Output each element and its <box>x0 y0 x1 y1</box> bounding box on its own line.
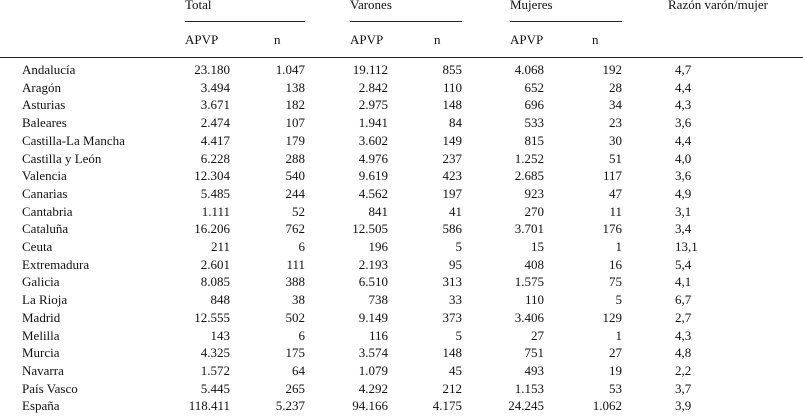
cell-total-n: 265 <box>285 380 305 396</box>
cell-ratio: 4,3 <box>675 327 692 343</box>
cell-varones-n: 373 <box>442 309 462 325</box>
cell-varones-n: 149 <box>442 132 462 148</box>
cell-varones-n: 110 <box>442 79 462 95</box>
cell-region: Castilla y León <box>22 150 102 166</box>
cell-total-n: 52 <box>292 203 305 219</box>
cell-total-apvp: 848 <box>210 292 230 308</box>
cell-mujeres-apvp: 533 <box>524 115 544 131</box>
cell-varones-n: 33 <box>449 292 462 308</box>
cell-total-n: 111 <box>286 256 305 272</box>
cell-ratio: 2,2 <box>675 362 692 378</box>
underline-total <box>185 21 305 22</box>
cell-region: Melilla <box>22 327 60 343</box>
cell-varones-n: 148 <box>442 97 462 113</box>
cell-total-n: 762 <box>285 221 305 237</box>
cell-region: Cantabria <box>22 203 73 219</box>
cell-mujeres-apvp: 923 <box>524 185 544 201</box>
cell-mujeres-n: 28 <box>609 79 622 95</box>
subheader-total-n: n <box>274 32 281 47</box>
cell-total-n: 38 <box>292 292 305 308</box>
cell-varones-n: 41 <box>449 203 462 219</box>
cell-total-apvp: 5.485 <box>200 185 230 201</box>
cell-total-apvp: 143 <box>210 327 230 343</box>
cell-total-apvp: 4.417 <box>200 132 230 148</box>
cell-mujeres-apvp: 2.685 <box>514 168 544 184</box>
cell-region: Aragón <box>22 79 61 95</box>
cell-ratio: 3,6 <box>675 168 692 184</box>
header-mujeres: Mujeres <box>510 0 553 12</box>
subheader-total-apvp: APVP <box>185 32 219 47</box>
cell-region: Ceuta <box>22 239 53 254</box>
cell-varones-apvp: 6.510 <box>358 274 388 290</box>
cell-mujeres-apvp: 1.575 <box>514 274 544 290</box>
cell-varones-n: 45 <box>449 362 462 378</box>
cell-total-apvp: 2.474 <box>200 115 230 131</box>
cell-mujeres-n: 1 <box>615 327 622 343</box>
cell-varones-apvp: 4.562 <box>358 185 388 201</box>
cell-total-apvp: 5.445 <box>200 380 230 396</box>
cell-mujeres-apvp: 15 <box>531 239 544 254</box>
cell-total-apvp: 23.180 <box>194 62 230 77</box>
cell-mujeres-n: 75 <box>609 274 622 290</box>
cell-varones-n: 313 <box>442 274 462 290</box>
cell-total-n: 182 <box>285 97 305 113</box>
cell-mujeres-n: 117 <box>602 168 622 184</box>
cell-mujeres-apvp: 652 <box>524 79 544 95</box>
cell-mujeres-n: 129 <box>602 309 622 325</box>
cell-region: Navarra <box>22 362 64 378</box>
cell-ratio: 3,6 <box>675 115 692 131</box>
cell-varones-n: 197 <box>442 185 462 201</box>
cell-region: Castilla-La Mancha <box>22 132 125 148</box>
cell-total-n: 502 <box>285 309 305 325</box>
cell-region: Baleares <box>22 115 67 131</box>
cell-total-n: 244 <box>285 185 305 201</box>
cell-varones-n: 84 <box>449 115 462 131</box>
cell-varones-n: 855 <box>442 62 462 77</box>
cell-total-n: 107 <box>285 115 305 131</box>
cell-total-apvp: 3.671 <box>200 97 230 113</box>
cell-mujeres-n: 27 <box>609 345 622 361</box>
cell-region: Canarias <box>22 185 68 201</box>
cell-varones-n: 5 <box>455 239 462 254</box>
cell-region: Murcia <box>22 345 60 361</box>
subheader-mujeres-apvp: APVP <box>510 32 544 47</box>
cell-ratio: 6,7 <box>675 292 692 308</box>
cell-total-apvp: 118.411 <box>188 398 230 414</box>
cell-mujeres-n: 30 <box>609 132 622 148</box>
cell-mujeres-n: 47 <box>609 185 622 201</box>
header-ratio: Razón varón/mujer <box>668 0 768 12</box>
cell-varones-apvp: 841 <box>368 203 388 219</box>
cell-total-n: 288 <box>285 150 305 166</box>
cell-total-apvp: 6.228 <box>200 150 230 166</box>
cell-varones-apvp: 4.976 <box>358 150 388 166</box>
cell-varones-n: 237 <box>442 150 462 166</box>
cell-total-n: 1.047 <box>275 62 305 77</box>
cell-ratio: 13,1 <box>675 239 698 254</box>
cell-mujeres-n: 1 <box>615 239 622 254</box>
cell-varones-apvp: 94.166 <box>352 398 388 414</box>
header-varones: Varones <box>350 0 392 12</box>
cell-mujeres-n: 176 <box>602 221 622 237</box>
cell-mujeres-n: 11 <box>609 203 622 219</box>
cell-varones-apvp: 1.079 <box>358 362 388 378</box>
cell-ratio: 4,8 <box>675 345 692 361</box>
cell-mujeres-apvp: 1.252 <box>514 150 544 166</box>
cell-ratio: 4,9 <box>675 185 692 201</box>
header-total: Total <box>185 0 212 12</box>
cell-ratio: 3,7 <box>675 380 692 396</box>
cell-mujeres-n: 1.062 <box>592 398 622 414</box>
cell-varones-apvp: 3.602 <box>358 132 388 148</box>
cell-ratio: 4,3 <box>675 97 692 113</box>
cell-mujeres-apvp: 493 <box>524 362 544 378</box>
cell-ratio: 5,4 <box>675 256 692 272</box>
cell-total-apvp: 4.325 <box>200 345 230 361</box>
cell-ratio: 4,7 <box>675 62 692 77</box>
header-rule <box>0 57 803 58</box>
cell-mujeres-apvp: 408 <box>524 256 544 272</box>
cell-mujeres-apvp: 1.153 <box>514 380 544 396</box>
cell-varones-apvp: 4.292 <box>358 380 388 396</box>
cell-varones-apvp: 12.505 <box>352 221 388 237</box>
cell-total-apvp: 8.085 <box>200 274 230 290</box>
cell-mujeres-n: 19 <box>609 362 622 378</box>
cell-region: Asturias <box>22 97 66 113</box>
cell-mujeres-n: 192 <box>602 62 622 77</box>
cell-mujeres-n: 5 <box>615 292 622 308</box>
cell-region: Galicia <box>22 274 60 290</box>
cell-mujeres-n: 53 <box>609 380 622 396</box>
cell-mujeres-apvp: 27 <box>531 327 544 343</box>
cell-varones-n: 5 <box>455 327 462 343</box>
cell-varones-apvp: 116 <box>368 327 388 343</box>
cell-varones-apvp: 9.149 <box>358 309 388 325</box>
cell-total-n: 6 <box>298 239 305 254</box>
cell-varones-apvp: 2.193 <box>358 256 388 272</box>
cell-total-n: 179 <box>285 132 305 148</box>
subheader-mujeres-n: n <box>592 32 599 47</box>
cell-region: País Vasco <box>22 380 78 396</box>
cell-total-n: 6 <box>298 327 305 343</box>
cell-mujeres-n: 34 <box>609 97 622 113</box>
cell-region: Valencia <box>22 168 67 184</box>
cell-mujeres-n: 51 <box>609 150 622 166</box>
cell-mujeres-apvp: 270 <box>524 203 544 219</box>
cell-total-apvp: 3.494 <box>200 79 230 95</box>
cell-varones-apvp: 19.112 <box>352 62 388 77</box>
underline-varones <box>350 21 462 22</box>
cell-ratio: 3,4 <box>675 221 692 237</box>
cell-total-n: 138 <box>285 79 305 95</box>
cell-mujeres-n: 23 <box>609 115 622 131</box>
cell-varones-n: 586 <box>442 221 462 237</box>
cell-mujeres-apvp: 3.406 <box>514 309 544 325</box>
cell-mujeres-apvp: 110 <box>524 292 544 308</box>
cell-varones-apvp: 3.574 <box>358 345 388 361</box>
cell-total-n: 175 <box>285 345 305 361</box>
cell-varones-apvp: 2.842 <box>358 79 388 95</box>
cell-total-apvp: 12.304 <box>194 168 230 184</box>
cell-region: Andalucía <box>22 62 76 77</box>
cell-region: La Rioja <box>22 292 68 308</box>
cell-mujeres-apvp: 751 <box>524 345 544 361</box>
cell-region: Extremadura <box>22 256 90 272</box>
cell-varones-apvp: 2.975 <box>358 97 388 113</box>
cell-mujeres-apvp: 3.701 <box>514 221 544 237</box>
cell-varones-apvp: 1.941 <box>358 115 388 131</box>
cell-total-n: 388 <box>285 274 305 290</box>
cell-total-apvp: 1.572 <box>200 362 230 378</box>
cell-mujeres-apvp: 696 <box>524 97 544 113</box>
cell-total-n: 540 <box>285 168 305 184</box>
cell-varones-apvp: 9.619 <box>358 168 388 184</box>
cell-ratio: 3,1 <box>675 203 692 219</box>
cell-ratio: 4,0 <box>675 150 692 166</box>
cell-varones-apvp: 738 <box>368 292 388 308</box>
cell-total-n: 5.237 <box>275 398 305 414</box>
cell-varones-apvp: 196 <box>368 239 388 254</box>
cell-ratio: 2,7 <box>675 309 692 325</box>
cell-region: Madrid <box>22 309 61 325</box>
cell-ratio: 4,4 <box>675 132 692 148</box>
cell-total-apvp: 211 <box>210 239 230 254</box>
cell-mujeres-n: 16 <box>609 256 622 272</box>
cell-ratio: 4,1 <box>675 274 692 290</box>
subheader-varones-n: n <box>434 32 441 47</box>
underline-mujeres <box>510 21 622 22</box>
cell-varones-n: 423 <box>442 168 462 184</box>
cell-mujeres-apvp: 24.245 <box>508 398 544 414</box>
cell-total-n: 64 <box>292 362 305 378</box>
cell-mujeres-apvp: 4.068 <box>514 62 544 77</box>
subheader-varones-apvp: APVP <box>350 32 384 47</box>
cell-region: Cataluña <box>22 221 69 237</box>
cell-mujeres-apvp: 815 <box>524 132 544 148</box>
cell-varones-n: 95 <box>449 256 462 272</box>
cell-varones-n: 212 <box>442 380 462 396</box>
cell-total-apvp: 12.555 <box>194 309 230 325</box>
cell-varones-n: 148 <box>442 345 462 361</box>
cell-total-apvp: 2.601 <box>200 256 230 272</box>
cell-total-apvp: 16.206 <box>194 221 230 237</box>
cell-ratio: 4,4 <box>675 79 692 95</box>
cell-total-apvp: 1.111 <box>201 203 230 219</box>
cell-varones-n: 4.175 <box>432 398 462 414</box>
cell-region: España <box>22 398 60 414</box>
cell-ratio: 3,9 <box>675 398 692 414</box>
